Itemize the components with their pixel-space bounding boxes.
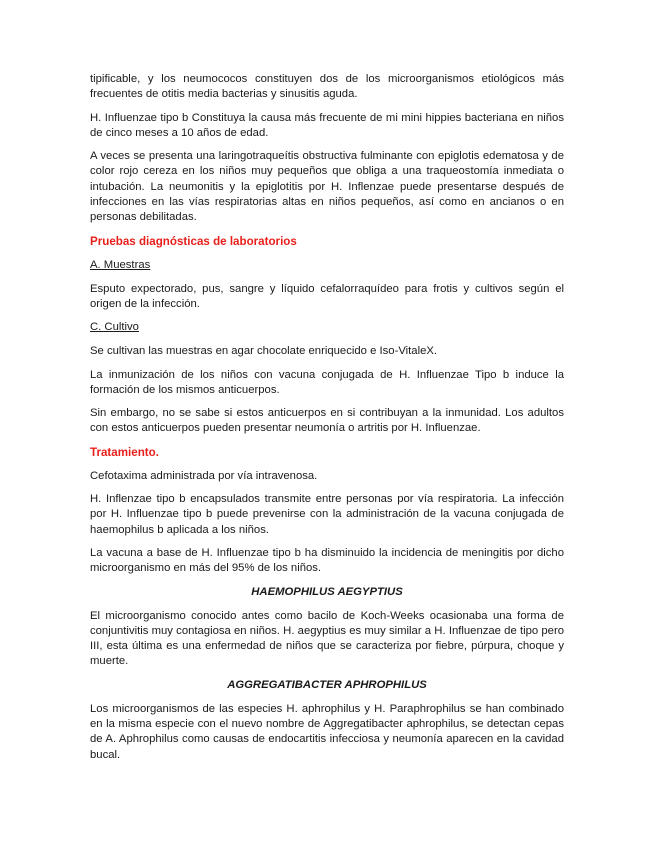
heading-aggregatibacter: AGGREGATIBACTER APHROPHILUS	[227, 678, 427, 691]
paragraph-cefotaxima: Cefotaxima administrada por vía intravenosa.	[90, 469, 318, 482]
subheading-cultivo: C. Cultivo	[90, 321, 139, 334]
paragraph-koch-weeks: El microorganismo conocido antes como bacilo de Koch-Weeks ocasionaba una forma de conjuntivitis muy contagiosa en niños. H. aegyptius es muy similar a H. Influenzae de tipo pero III, esta última es una enfermedad de niños que se caracteriza por fiebre, púrpura, choque y muerte.	[90, 609, 564, 668]
paragraph-aphrophilus: Los microorganismos de las especies H. aphrophilus y H. Paraphrophilus se han combinado en la misma especie con el nuevo nombre de Aggregatibacter aphrophilus, se detectan cepas de A. Aphrophilus como causas de endocartitis infecciosa y neumonía aparecen en la cavidad bucal.	[90, 702, 564, 761]
subheading-muestras: A. Muestras	[90, 258, 151, 271]
heading-haemophilus-aegyptius: HAEMOPHILUS AEGYPTIUS	[251, 585, 403, 598]
paragraph-inmunizacion: La inmunización de los niños con vacuna conjugada de H. Influenzae Tipo b induce la formación de los mismos anticuerpos.	[90, 368, 564, 396]
heading-pruebas-diagnosticas: Pruebas diagnósticas de laboratorios	[90, 234, 297, 248]
heading-tratamiento: Tratamiento.	[90, 445, 159, 459]
paragraph-laringotraqueitis: A veces se presenta una laringotraqueítis obstructiva fulminante con epiglotis edematosa y de color rojo cereza en los niños muy pequeños que obliga a una traqueostomía inmediata o intubación. La neumonitis y la epiglotitis por H. Inflenzae puede presentarse después de infecciones en las vías respiratorias altas en niños pequeños, así como en ancianos o en personas debilitadas.	[90, 150, 564, 224]
paragraph-muestras: Esputo expectorado, pus, sangre y líquido cefalorraquídeo para frotis y cultivos según el origen de la infección.	[90, 282, 564, 310]
paragraph-cultivo: Se cultivan las muestras en agar chocolate enriquecido e Iso-VitaleX.	[90, 345, 438, 358]
paragraph-influenzae-tipo-b: H. Influenzae tipo b Constituya la causa más frecuente de mi mini hippies bacteriana en niños de cinco meses a 10 años de edad.	[90, 111, 564, 139]
paragraph-anticuerpos: Sin embargo, no se sabe si estos anticuerpos en si contribuyan a la inmunidad. Los adultos con estos anticuerpos pueden presentar neumonía o artritis por H. Influenzae.	[90, 407, 564, 435]
paragraph-otitis: tipificable, y los neumococos constituyen dos de los microorganismos etiológicos más frecuentes de otitis media bacterias y sinusitis aguda.	[90, 73, 564, 101]
paragraph-vacuna: La vacuna a base de H. Influenzae tipo b ha disminuido la incidencia de meningitis por dicho microorganismo en más del 95% de los niños.	[90, 546, 564, 575]
paragraph-transmision: H. Inflenzae tipo b encapsulados transmite entre personas por vía respiratoria. La infección por H. Influenzae tipo b puede prevenirse con la administración de la vacuna conjugada de haemophilus b aplicada a los niños.	[90, 493, 564, 536]
